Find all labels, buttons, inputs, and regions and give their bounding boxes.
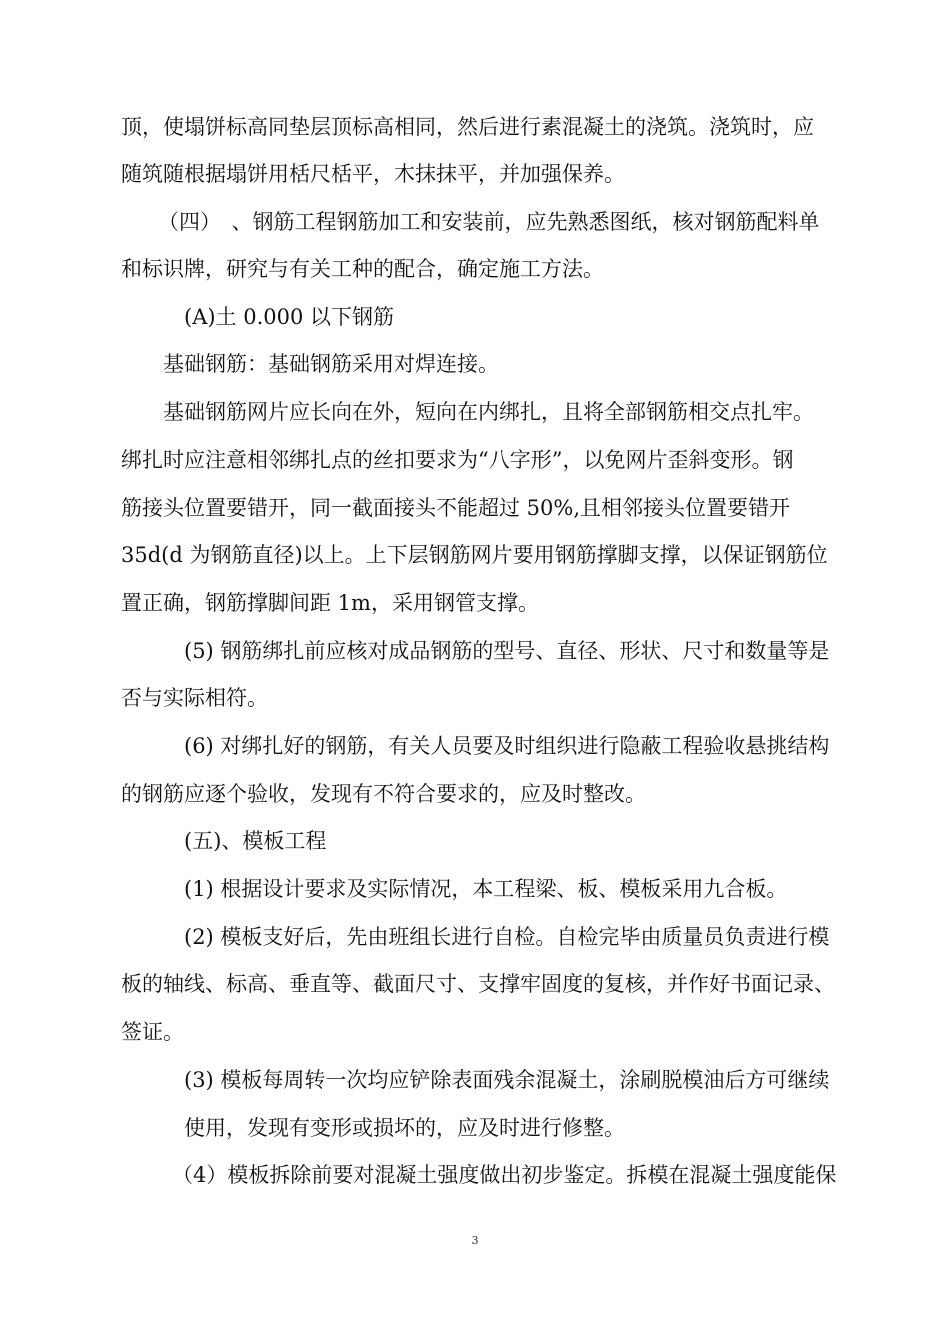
paragraph-line: 板的轴线、标高、垂直等、截面尺寸、支撑牢固度的复核，并作好书面记录、 [121, 972, 835, 996]
paragraph-line: 随筑随根据塌饼用栝尺栝平，木抹抹平，并加强保养。 [121, 162, 625, 186]
list-item-line: (1) 根据设计要求及实际情况，本工程梁、板、模板采用九合板。 [184, 877, 788, 901]
paragraph-line: 35d(d 为钢筋直径)以上。上下层钢筋网片要用钢筋撑脚支撑，以保证钢筋位 [121, 543, 828, 567]
paragraph-line: 的钢筋应逐个验收，发现有不符合要求的，应及时整改。 [121, 782, 646, 806]
page-number: 3 [471, 1234, 479, 1247]
list-item-line: （4）模板拆除前要对混凝土强度做出初步鉴定。拆模在混凝土强度能保 [172, 1163, 837, 1187]
list-item-line: 使用，发现有变形或损坏的，应及时进行修整。 [184, 1116, 625, 1140]
paragraph-line: 顶，使塌饼标高同垫层顶标高相同，然后进行素混凝土的浇筑。浇筑时，应 [121, 115, 814, 139]
list-item-line: (6) 对绑扎好的钢筋，有关人员要及时组织进行隐蔽工程验收悬挑结构 [184, 734, 830, 758]
paragraph-line: 否与实际相符。 [121, 686, 268, 710]
paragraph-line: 签证。 [121, 1020, 184, 1044]
paragraph-line: 基础钢筋：基础钢筋采用对焊连接。 [163, 352, 499, 376]
section-heading-four-line: （四） 、钢筋工程钢筋加工和安装前，应先熟悉图纸，核对钢筋配料单 [158, 210, 820, 234]
list-item-line: (2) 模板支好后，先由班组长进行自检。自检完毕由质量员负责进行模 [184, 925, 830, 949]
paragraph-line: 和标识牌，研究与有关工种的配合，确定施工方法。 [121, 257, 604, 281]
list-item-line: (3) 模板每周转一次均应铲除表面残余混凝土，涂刷脱模油后方可继续 [184, 1068, 830, 1092]
list-item-line: (5) 钢筋绑扎前应核对成品钢筋的型号、直径、形状、尺寸和数量等是 [184, 639, 830, 663]
paragraph-line: 筋接头位置要错开，同一截面接头不能超过 50%,且相邻接头位置要错开 [121, 496, 791, 520]
paragraph-line: 绑扎时应注意相邻绑扎点的丝扣要求为“八字形”，以免网片歪斜变形。钢 [121, 448, 794, 472]
paragraph-line: 置正确，钢筋撑脚间距 1m，采用钢管支撑。 [121, 591, 539, 615]
subsection-heading: (A)土 0.000 以下钢筋 [184, 305, 395, 329]
section-heading-five: (五)、模板工程 [184, 829, 327, 853]
paragraph-line: 基础钢筋网片应长向在外，短向在内绑扎，且将全部钢筋相交点扎牢。 [163, 400, 814, 424]
